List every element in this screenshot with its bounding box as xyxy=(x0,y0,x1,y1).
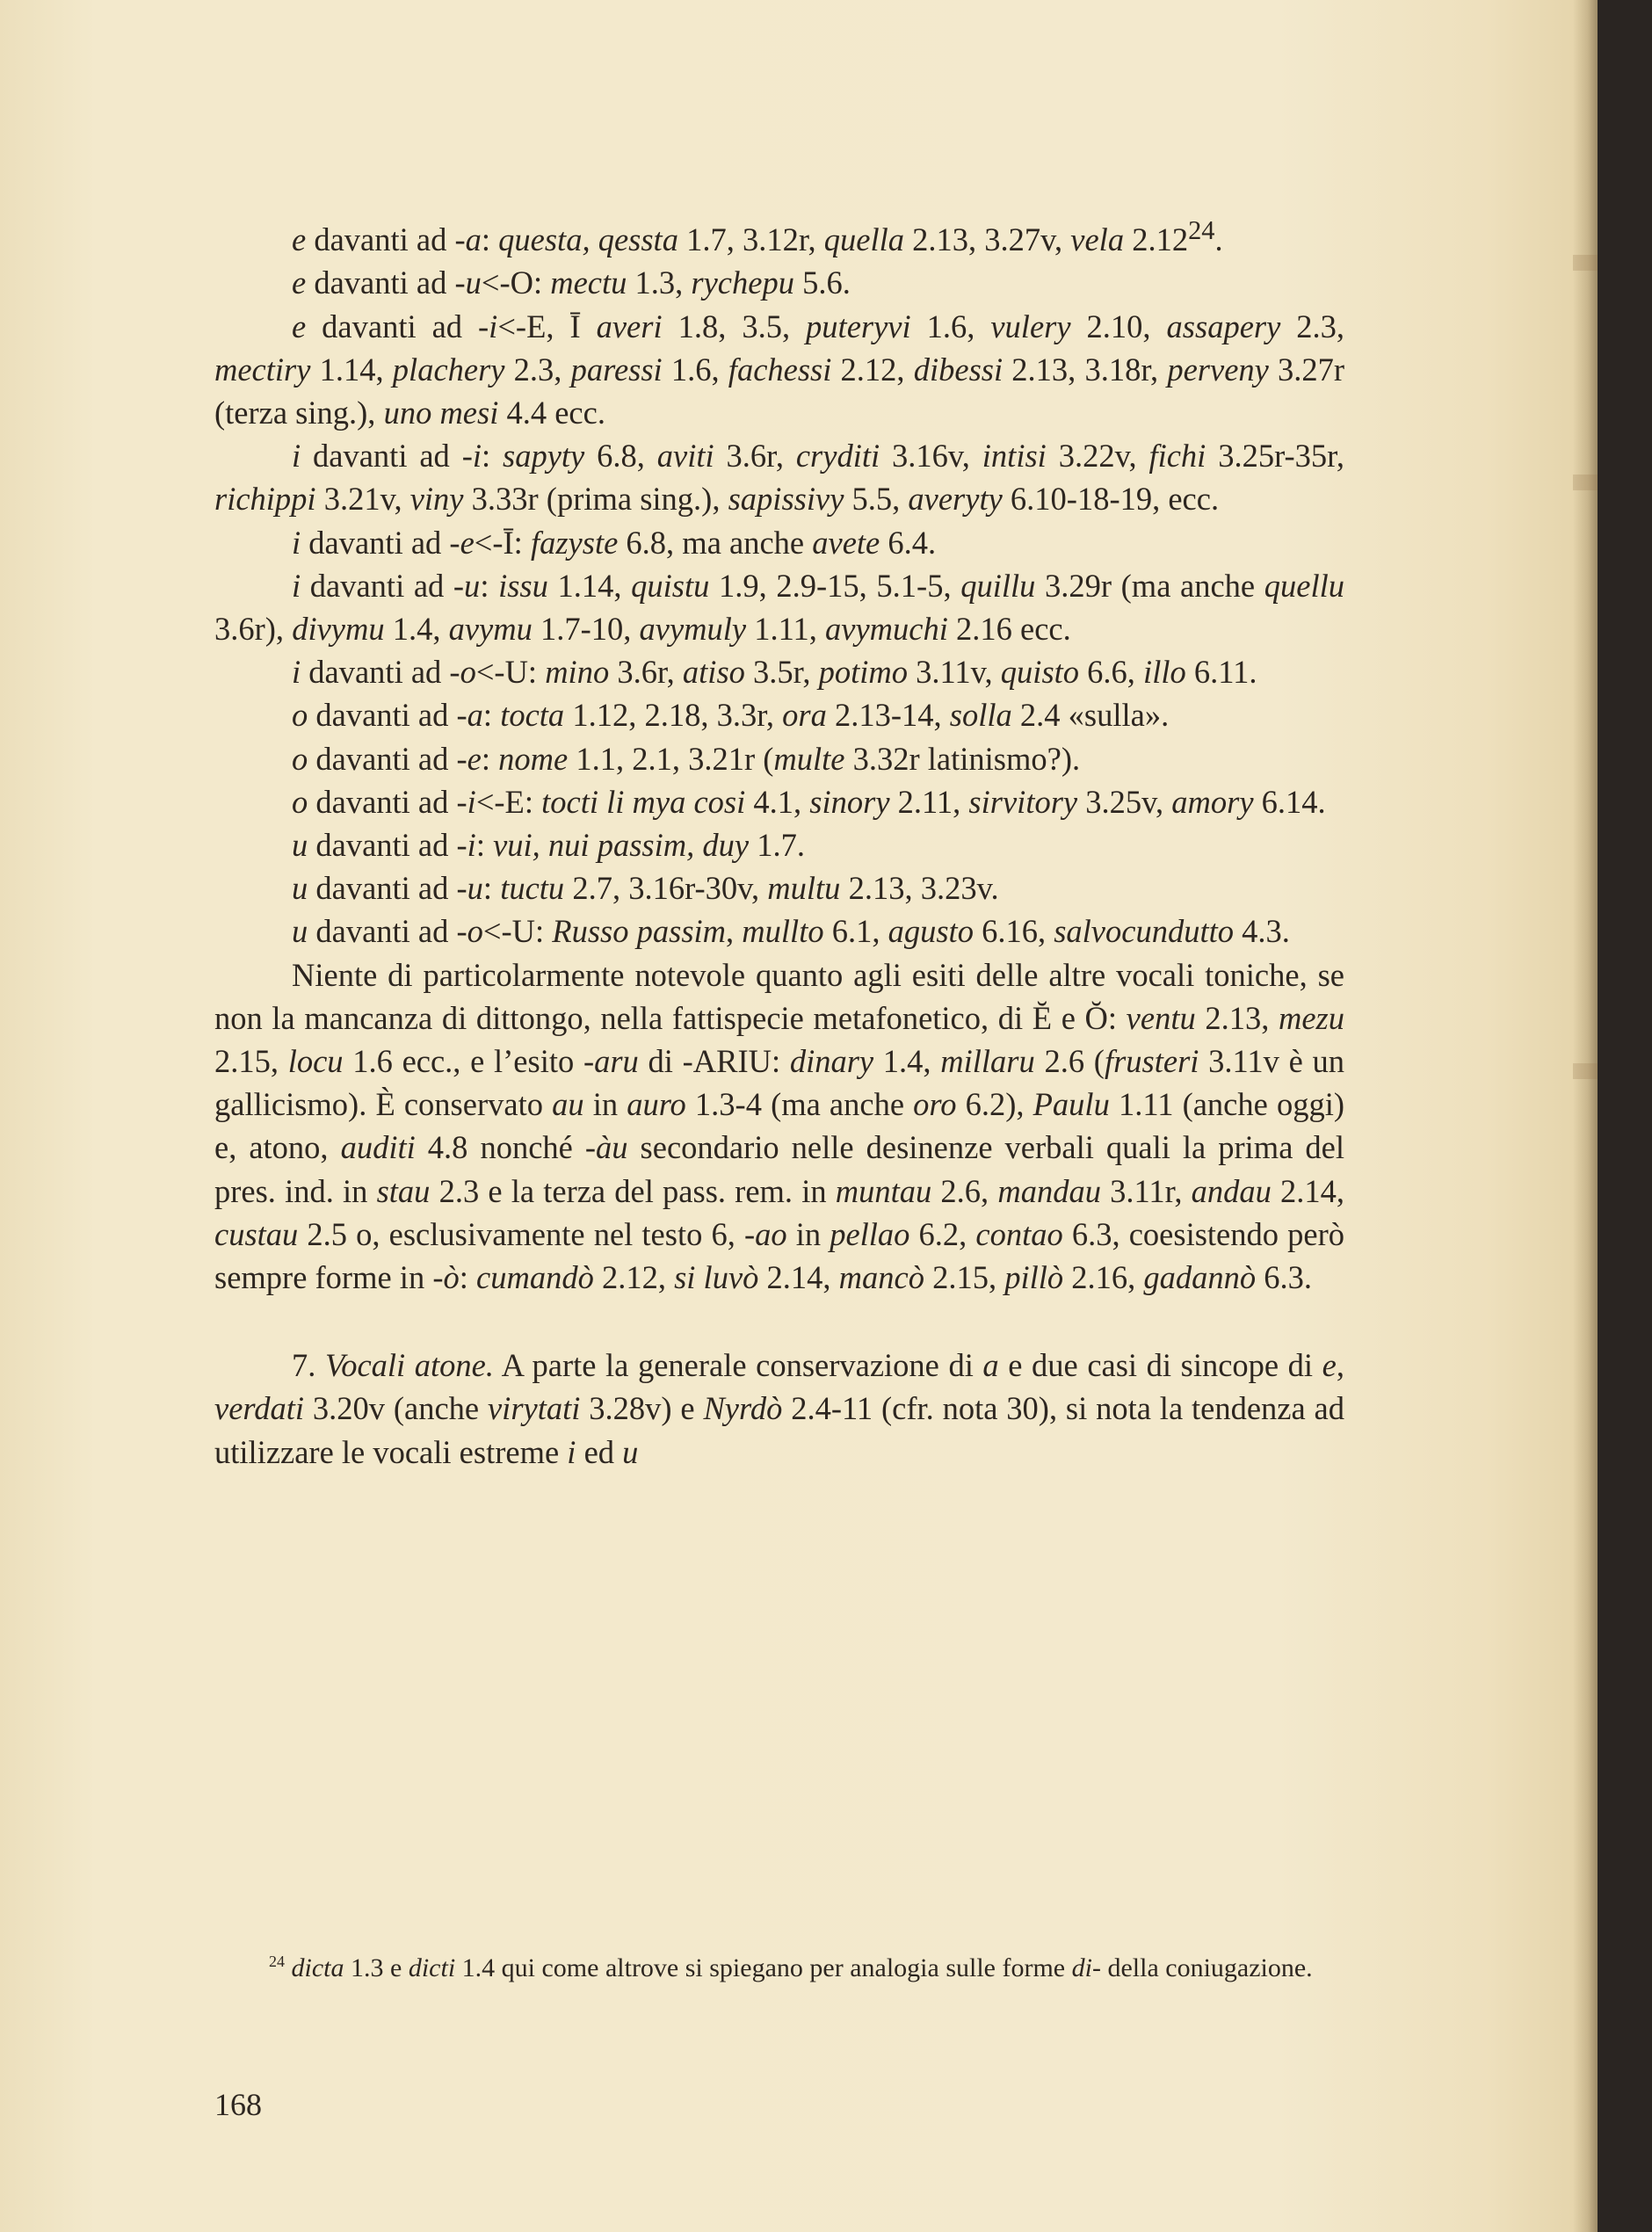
italic-run: -ò xyxy=(432,1259,460,1296)
text-run: 3.6r), xyxy=(214,610,293,647)
italic-run: andau xyxy=(1191,1172,1272,1209)
paragraph xyxy=(214,564,1344,650)
text-run: 1.7-10, xyxy=(532,610,640,647)
page-number: 168 xyxy=(214,2087,262,2122)
italic-run: quillu xyxy=(960,567,1036,604)
text-run: 1.6, xyxy=(662,351,728,388)
italic-run: fazyste xyxy=(530,524,619,561)
italic-run: paressi xyxy=(570,351,663,388)
text-run: 4.3. xyxy=(1233,913,1290,950)
italic-run: solla xyxy=(949,697,1012,734)
italic-run: virytati xyxy=(487,1390,581,1427)
text-run: 3.6r, xyxy=(714,438,796,475)
text-run: 2.15, xyxy=(214,1043,288,1080)
text-run: 2.14, xyxy=(1271,1172,1345,1209)
italic-run: potimo xyxy=(818,654,909,691)
text-run: 6.2), xyxy=(956,1086,1033,1123)
text-run: 2.14, xyxy=(758,1259,839,1296)
italic-run: frusteri xyxy=(1104,1043,1199,1080)
italic-run: avymuly xyxy=(639,610,747,647)
text-run: 6.8, xyxy=(584,438,657,475)
text-run: davanti ad xyxy=(301,654,450,691)
italic-run: au xyxy=(552,1086,584,1123)
text-run: 3.11v, xyxy=(908,654,1001,691)
text-run: 2.12, xyxy=(593,1259,675,1296)
text-run: 4.4 ecc. xyxy=(498,394,605,431)
italic-run: nome xyxy=(498,740,569,777)
italic-run: contao xyxy=(975,1215,1063,1252)
text-run: 3.11r, xyxy=(1100,1172,1192,1209)
text-run: davanti ad xyxy=(308,697,457,734)
italic-run: averi xyxy=(596,308,663,344)
italic-run: tocta xyxy=(500,697,565,734)
text-run: davanti ad xyxy=(301,438,462,475)
paragraph xyxy=(214,434,1344,520)
text-run: davanti ad xyxy=(306,221,455,258)
text-run xyxy=(285,1953,292,1982)
italic-run: e xyxy=(292,265,307,301)
text-run: 2.5 o, esclusivamente nel testo 6, xyxy=(298,1215,744,1252)
italic-run: amory xyxy=(1171,783,1254,820)
italic-run: -o xyxy=(449,654,476,691)
italic-run: perveny xyxy=(1167,351,1269,388)
text-run: davanti ad xyxy=(306,265,455,301)
text-run: 1.4, xyxy=(873,1043,941,1080)
italic-run: oro xyxy=(913,1086,957,1123)
footnote xyxy=(214,1951,1344,1986)
text-run: davanti ad xyxy=(308,913,457,950)
italic-run: questa, qessta xyxy=(498,221,678,258)
italic-run: pellao xyxy=(830,1215,910,1252)
paragraph xyxy=(214,909,1344,953)
italic-run: e xyxy=(1322,1347,1337,1384)
paragraph xyxy=(214,261,1344,304)
text-run: 2.6 ( xyxy=(1034,1043,1105,1080)
text-run: secondario nelle desinenze verbali quali la prima del pres. ind. in xyxy=(214,1129,1345,1209)
bleed-through-mark xyxy=(1573,1063,1598,1079)
text-run: : xyxy=(459,1259,477,1296)
paragraph xyxy=(214,737,1344,780)
italic-run: u xyxy=(292,827,308,863)
text-run: 2.15, xyxy=(924,1259,1005,1296)
text-run: 3.29r (ma anche xyxy=(1035,567,1264,604)
text-run: 3.11v è un gallicismo). È conservato xyxy=(214,1043,1345,1123)
italic-run: ora xyxy=(782,697,827,734)
text-run: . xyxy=(1214,221,1223,258)
italic-run: multu xyxy=(767,870,841,907)
text-run: davanti ad xyxy=(308,870,457,907)
body-text xyxy=(214,209,1344,1474)
italic-run: mezu xyxy=(1278,999,1344,1036)
italic-run: fichi xyxy=(1148,438,1206,475)
text-run: 2.13, xyxy=(1195,999,1279,1036)
italic-run: mino xyxy=(545,654,610,691)
page-edge-shadow xyxy=(1573,0,1598,2232)
text-run: : xyxy=(480,567,499,604)
text-run: : xyxy=(481,438,504,475)
italic-run: e xyxy=(292,221,307,258)
text-run: 2.10, xyxy=(1070,308,1167,344)
italic-run: stau xyxy=(376,1172,431,1209)
text-run: 1.14, xyxy=(547,567,632,604)
italic-run: agusto xyxy=(888,913,974,950)
text-run: 6.14. xyxy=(1253,783,1326,820)
text-run: 1.4, xyxy=(384,610,449,647)
text-run: 2.12, xyxy=(831,351,914,388)
italic-run: pillò xyxy=(1004,1259,1064,1296)
paragraph xyxy=(214,209,1344,261)
italic-run: o xyxy=(292,740,308,777)
text-run: 3.20v (anche xyxy=(304,1390,488,1427)
text-run: 2.16 ecc. xyxy=(947,610,1071,647)
italic-run: cumandò xyxy=(476,1259,594,1296)
italic-run: dicti xyxy=(408,1953,456,1982)
italic-run: avymu xyxy=(448,610,533,647)
italic-run: illo xyxy=(1143,654,1186,691)
text-run: 1.3, xyxy=(627,265,692,301)
text-run: 2.3 e la terza del pass. rem. in xyxy=(430,1172,836,1209)
footnote-ref: 24 xyxy=(1188,215,1215,245)
italic-run: dicta xyxy=(291,1953,344,1982)
text-run: : xyxy=(481,221,499,258)
text-run: 6.1, xyxy=(823,913,888,950)
text-run: 1.1, 2.1, 3.21r ( xyxy=(568,740,774,777)
italic-run: millaru xyxy=(940,1043,1035,1080)
paragraph xyxy=(214,521,1344,564)
italic-run: divymu xyxy=(292,610,385,647)
italic-run: -u xyxy=(456,870,483,907)
italic-run: intisi xyxy=(982,438,1047,475)
text-run: 1.14, xyxy=(310,351,393,388)
italic-run: quella xyxy=(823,221,905,258)
italic-run: Vocali atone. xyxy=(324,1347,494,1384)
footnote-24 xyxy=(214,1951,1344,1986)
italic-run: fachessi xyxy=(728,351,832,388)
italic-run: -àu xyxy=(584,1129,628,1166)
italic-run: locu xyxy=(287,1043,344,1080)
italic-run: issu xyxy=(498,567,548,604)
text-run: 6.11. xyxy=(1185,654,1257,691)
italic-run: o xyxy=(292,697,308,734)
text-run: 6.8, ma anche xyxy=(618,524,813,561)
text-run: della coniugazione. xyxy=(1100,1953,1313,1982)
paragraph xyxy=(214,866,1344,909)
text-run: 3.33r (prima sing.), xyxy=(463,481,728,518)
text-run: : xyxy=(482,870,501,907)
italic-run: salvocundutto xyxy=(1054,913,1234,950)
paragraph xyxy=(214,953,1344,1300)
italic-run: -i xyxy=(456,827,476,863)
text-run: A parte la generale conservazione di xyxy=(494,1347,983,1384)
italic-run: -e xyxy=(456,740,482,777)
italic-run: e xyxy=(292,308,307,344)
text-run: 1.11 (anche oggi) e, atono, xyxy=(214,1086,1344,1166)
italic-run: sirvitory xyxy=(968,783,1078,820)
text-run: 1.9, 2.9-15, 5.1-5, xyxy=(709,567,961,604)
text-run: <-U: xyxy=(475,654,546,691)
text-run: 1.3-4 (ma anche xyxy=(685,1086,914,1123)
text-run: 2.13, 3.18r, xyxy=(1003,351,1168,388)
paragraph xyxy=(214,305,1344,435)
italic-run: -a xyxy=(456,697,483,734)
italic-run: -e xyxy=(449,524,475,561)
text-run: davanti ad xyxy=(308,740,457,777)
italic-run: sapissivy xyxy=(728,481,844,518)
italic-run: u xyxy=(292,913,308,950)
italic-run: -aru xyxy=(583,1043,639,1080)
italic-run: atiso xyxy=(682,654,745,691)
text-run: 3.16v, xyxy=(880,438,982,475)
text-run: 3.22v, xyxy=(1046,438,1149,475)
italic-run: cryditi xyxy=(795,438,880,475)
italic-run: quellu xyxy=(1264,567,1344,604)
text-run: 2.13, 3.23v. xyxy=(840,870,999,907)
italic-run: aviti xyxy=(656,438,714,475)
text-run: 1.6, xyxy=(910,308,991,344)
italic-run: uno mesi xyxy=(383,394,499,431)
italic-run: muntau xyxy=(835,1172,932,1209)
italic-run: avymuchi xyxy=(825,610,948,647)
text-run: 1.7. xyxy=(749,827,805,863)
text-run: : xyxy=(481,740,499,777)
italic-run: auro xyxy=(627,1086,686,1123)
italic-run: si luvò xyxy=(674,1259,759,1296)
text-run: 5.6. xyxy=(793,265,851,301)
footnote-ref: 24 xyxy=(269,1953,285,1970)
italic-run: plachery xyxy=(392,351,505,388)
italic-run: averyty xyxy=(908,481,1003,518)
text-run: in xyxy=(583,1086,627,1123)
italic-run: di- xyxy=(1071,1953,1101,1982)
italic-run: -i xyxy=(461,438,482,475)
text-run: 2.11, xyxy=(889,783,969,820)
italic-run: vulery xyxy=(990,308,1071,344)
text-run: 1.12, 2.18, 3.3r, xyxy=(564,697,783,734)
text-run: 4.8 nonché xyxy=(415,1129,585,1166)
text-run: 1.6 ecc., e l’esito xyxy=(343,1043,583,1080)
text-run: <-E, Ī xyxy=(497,308,597,344)
text-run: 2.3, xyxy=(1280,308,1345,344)
text-run: 2.3, xyxy=(504,351,571,388)
italic-run: i xyxy=(292,438,301,475)
text-run: 1.11, xyxy=(746,610,826,647)
italic-run: mandau xyxy=(997,1172,1101,1209)
italic-run: Nyrdò xyxy=(703,1390,783,1427)
text-run: 6.10-18-19, ecc. xyxy=(1002,481,1220,518)
text-run: 2.4-11 (cfr. nota 30), si nota la tendenza ad utilizzare le vocali estreme xyxy=(214,1390,1344,1470)
text-run: 4.1, xyxy=(745,783,810,820)
text-run: 2.4 «sulla». xyxy=(1011,697,1170,734)
text-run: 3.25r-35r, xyxy=(1206,438,1344,475)
italic-run: Russo passim xyxy=(552,913,727,950)
text-run: 3.28v) e xyxy=(580,1390,704,1427)
italic-run: i xyxy=(292,567,301,604)
text-run: 3.6r, xyxy=(609,654,683,691)
text-run: in xyxy=(786,1215,830,1252)
italic-run: auditi xyxy=(340,1129,416,1166)
italic-run: viny xyxy=(409,481,464,518)
italic-run: -a xyxy=(454,221,482,258)
italic-run: avete xyxy=(812,524,880,561)
italic-run: -o xyxy=(456,913,483,950)
text-run: <-U: xyxy=(482,913,553,950)
section-7-paragraph xyxy=(214,1344,1344,1474)
italic-run: rychepu xyxy=(691,265,794,301)
text-run: 7. xyxy=(292,1347,325,1384)
italic-run: verdati xyxy=(214,1390,305,1427)
paragraph xyxy=(214,823,1344,866)
text-run: 1.4 qui come altrove si spiegano per analogia sulle forme xyxy=(455,1953,1072,1982)
text-run: 2.7, 3.16r-30v, xyxy=(564,870,768,907)
italic-run: quistu xyxy=(631,567,710,604)
italic-run: quisto xyxy=(1000,654,1080,691)
text-run: ed xyxy=(576,1433,623,1470)
italic-run: i xyxy=(292,654,301,691)
text-run: , xyxy=(1336,1347,1344,1384)
italic-run: dibessi xyxy=(913,351,1004,388)
italic-run: dinary xyxy=(789,1043,874,1080)
text-run: 3.32r latinismo?). xyxy=(844,740,1081,777)
italic-run: tocti li mya cosi xyxy=(541,783,746,820)
italic-run: mancò xyxy=(838,1259,924,1296)
italic-run: Paulu xyxy=(1032,1086,1110,1123)
text-run: 6.4. xyxy=(880,524,937,561)
text-run: 2.13-14, xyxy=(826,697,950,734)
text-run: di -ARIU: xyxy=(638,1043,790,1080)
paragraph xyxy=(214,693,1344,736)
text-run: <-E: xyxy=(475,783,542,820)
text-run: : xyxy=(475,827,494,863)
italic-run: -u xyxy=(454,265,482,301)
italic-run: mectu xyxy=(550,265,627,301)
italic-run: assapery xyxy=(1166,308,1281,344)
paragraph xyxy=(214,650,1344,693)
bleed-through-mark xyxy=(1573,475,1598,490)
italic-run: -u xyxy=(453,567,481,604)
italic-run: vela xyxy=(1070,221,1125,258)
text-run: 6.2, xyxy=(909,1215,976,1252)
text-run: 5.5, xyxy=(844,481,909,518)
text-run: 2.13, 3.27v, xyxy=(904,221,1071,258)
italic-run: puteryvi xyxy=(806,308,911,344)
text-run: davanti ad xyxy=(308,827,457,863)
italic-run: vui, nui passim, duy xyxy=(493,827,750,863)
italic-run: sapyty xyxy=(503,438,585,475)
italic-run: i xyxy=(292,524,301,561)
text-run: davanti ad xyxy=(301,567,453,604)
text-run: e due casi di sincope di xyxy=(998,1347,1322,1384)
text-run: Niente di particolarmente notevole quanto agli esiti delle altre vocali toniche, se non la mancanza di dittongo, nella fattispecie metafonetico, di Ĕ e Ŏ: xyxy=(214,956,1344,1036)
paragraph xyxy=(214,780,1344,823)
text-run: 3.27r (terza sing.), xyxy=(214,351,1345,431)
italic-run: -i xyxy=(478,308,498,344)
italic-run: a xyxy=(982,1347,999,1384)
italic-run: o xyxy=(292,783,308,820)
text-run: 6.3, coesistendo però sempre forme in xyxy=(214,1215,1344,1296)
italic-run: multe xyxy=(773,740,845,777)
text-run: 6.3. xyxy=(1256,1259,1313,1296)
italic-run: sinory xyxy=(809,783,890,820)
italic-run: mullto xyxy=(742,913,824,950)
italic-run: gadannò xyxy=(1143,1259,1257,1296)
text-run: davanti ad xyxy=(301,524,450,561)
italic-run: u xyxy=(622,1433,639,1470)
text-run: 3.25v, xyxy=(1077,783,1172,820)
italic-run: i xyxy=(567,1433,576,1470)
italic-run: richippi xyxy=(214,481,316,518)
text-run: 3.5r, xyxy=(744,654,819,691)
text-run: 6.16, xyxy=(973,913,1054,950)
bleed-through-mark xyxy=(1573,255,1598,271)
text-run: 2.16, xyxy=(1063,1259,1144,1296)
italic-run: ventu xyxy=(1126,999,1196,1036)
text-run: 1.8, 3.5, xyxy=(662,308,807,344)
text-run: 2.6, xyxy=(931,1172,998,1209)
italic-run: mectiry xyxy=(214,351,311,388)
text-run: 1.3 e xyxy=(344,1953,409,1982)
text-run: 2.12 xyxy=(1124,221,1189,258)
text-run: <-O: xyxy=(481,265,551,301)
text-run: , xyxy=(726,913,743,950)
text-run: 1.7, 3.12r, xyxy=(677,221,824,258)
text-run: 6.6, xyxy=(1079,654,1144,691)
italic-run: u xyxy=(292,870,308,907)
text-run: 3.21v, xyxy=(315,481,410,518)
italic-run: -i xyxy=(456,783,476,820)
text-run: : xyxy=(482,697,501,734)
text-run: <-Ī: xyxy=(474,524,531,561)
italic-run: tuctu xyxy=(500,870,565,907)
italic-run: custau xyxy=(214,1215,299,1252)
italic-run: -ao xyxy=(743,1215,787,1252)
text-run: davanti ad xyxy=(306,308,479,344)
text-run: davanti ad xyxy=(308,783,457,820)
